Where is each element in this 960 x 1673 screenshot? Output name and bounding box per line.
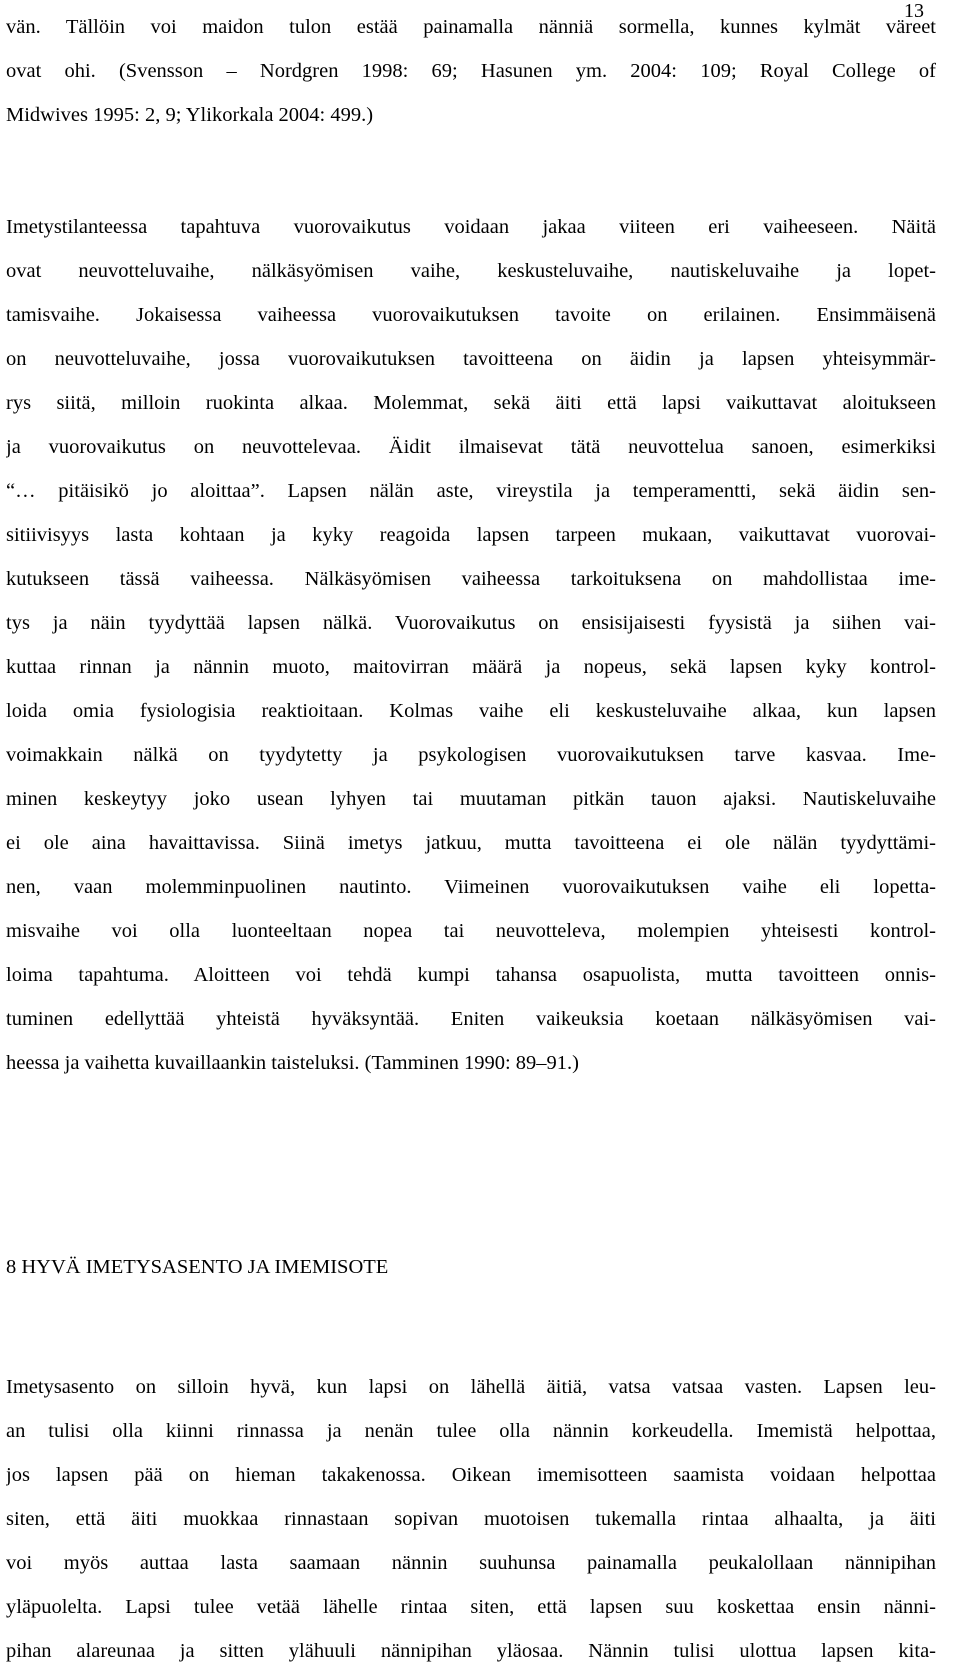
- text-line: nen, vaan molemminpuolinen nautinto. Viimeinen vuorovaikutuksen vaihe eli lopetta-: [6, 876, 936, 898]
- text-line: heessa ja vaihetta kuvaillaankin taisteluksi. (Tamminen 1990: 89–91.): [6, 1052, 579, 1074]
- text-line: misvaihe voi olla luonteeltaan nopea tai neuvotteleva, molempien yhteisesti kontrol-: [6, 920, 936, 942]
- text-line: kuttaa rinnan ja nännin muoto, maitovirran määrä ja nopeus, sekä lapsen kyky kontrol-: [6, 656, 936, 678]
- text-line: “… pitäisikö jo aloittaa”. Lapsen nälän aste, vireystila ja temperamentti, sekä äidin sen-: [6, 480, 936, 502]
- text-line: tuminen edellyttää yhteistä hyväksyntää. Eniten vaikeuksia koetaan nälkäsyömisen vai-: [6, 1008, 936, 1030]
- text-line: pihan alareunaa ja sitten ylähuuli nännipihan yläosaa. Nännin tulisi ulottua lapsen kita-: [6, 1640, 936, 1662]
- text-line: sitiivisyys lasta kohtaan ja kyky reagoida lapsen tarpeen mukaan, vaikuttavat vuorovai-: [6, 524, 936, 546]
- text-line: tys ja näin tyydyttää lapsen nälkä. Vuorovaikutus on ensisijaisesti fyysistä ja siihen vai-: [6, 612, 936, 634]
- text-line: Imetystilanteessa tapahtuva vuorovaikutus voidaan jakaa viiteen eri vaiheeseen. Näitä: [6, 216, 936, 238]
- text-line: kutukseen tässä vaiheessa. Nälkäsyömisen vaiheessa tarkoituksena on mahdollistaa ime-: [6, 568, 936, 590]
- text-line: jos lapsen pää on hieman takakenossa. Oikean imemisotteen saamista voidaan helpottaa: [6, 1464, 936, 1486]
- text-line: loima tapahtuma. Aloitteen voi tehdä kumpi tahansa osapuolista, mutta tavoitteen onnis-: [6, 964, 936, 986]
- text-line: loida omia fysiologisia reaktioitaan. Kolmas vaihe eli keskusteluvaihe alkaa, kun lapsen: [6, 700, 936, 722]
- text-line: tamisvaihe. Jokaisessa vaiheessa vuorovaikutuksen tavoite on erilainen. Ensimmäisenä: [6, 304, 936, 326]
- section-heading: 8 HYVÄ IMETYSASENTO JA IMEMISOTE: [6, 1256, 389, 1278]
- text-line: an tulisi olla kiinni rinnassa ja nenän tulee olla nännin korkeudella. Imemistä helpottaa,: [6, 1420, 936, 1442]
- text-line: ei ole aina havaittavissa. Siinä imetys jatkuu, mutta tavoitteena ei ole nälän tyydyttämi-: [6, 832, 936, 854]
- paragraph-breastfeeding-position: [6, 1365, 936, 1673]
- text-line: yläpuolelta. Lapsi tulee vetää lähelle rintaa siten, että lapsen suu koskettaa ensin nänni-: [6, 1596, 936, 1618]
- text-line: siten, että äiti muokkaa rinnastaan sopivan muotoisen tukemalla rintaa alhaalta, ja äiti: [6, 1508, 936, 1530]
- text-line: ovat ohi. (Svensson – Nordgren 1998: 69; Hasunen ym. 2004: 109; Royal College of: [6, 60, 936, 82]
- text-line: Midwives 1995: 2, 9; Ylikorkala 2004: 499.): [6, 104, 374, 126]
- text-line: minen keskeytyy joko usean lyhyen tai muutaman pitkän tauon ajaksi. Nautiskeluvaihe: [6, 788, 936, 810]
- text-line: vän. Tällöin voi maidon tulon estää painamalla nänniä sormella, kunnes kylmät väreet: [6, 16, 936, 38]
- text-line: rys siitä, milloin ruokinta alkaa. Molemmat, sekä äiti että lapsi vaikuttavat aloitukseen: [6, 392, 936, 414]
- text-line: ja vuorovaikutus on neuvottelevaa. Äidit ilmaisevat tätä neuvottelua sanoen, esimerkiksi: [6, 436, 936, 458]
- page-number: 13: [904, 0, 924, 22]
- text-line: on neuvotteluvaihe, jossa vuorovaikutuksen tavoitteena on äidin ja lapsen yhteisymmär-: [6, 348, 936, 370]
- text-line: ovat neuvotteluvaihe, nälkäsyömisen vaihe, keskusteluvaihe, nautiskeluvaihe ja lopet-: [6, 260, 936, 282]
- text-line: voi myös auttaa lasta saamaan nännin suuhunsa painamalla peukalollaan nännipihan: [6, 1552, 936, 1574]
- paragraph-continuation: [6, 5, 936, 137]
- text-line: Imetysasento on silloin hyvä, kun lapsi on lähellä äitiä, vatsa vatsaa vasten. Lapsen leu-: [6, 1376, 936, 1398]
- paragraph-interaction-phases: [6, 205, 936, 1085]
- text-line: voimakkain nälkä on tyydytetty ja psykologisen vuorovaikutuksen tarve kasvaa. Ime-: [6, 744, 936, 766]
